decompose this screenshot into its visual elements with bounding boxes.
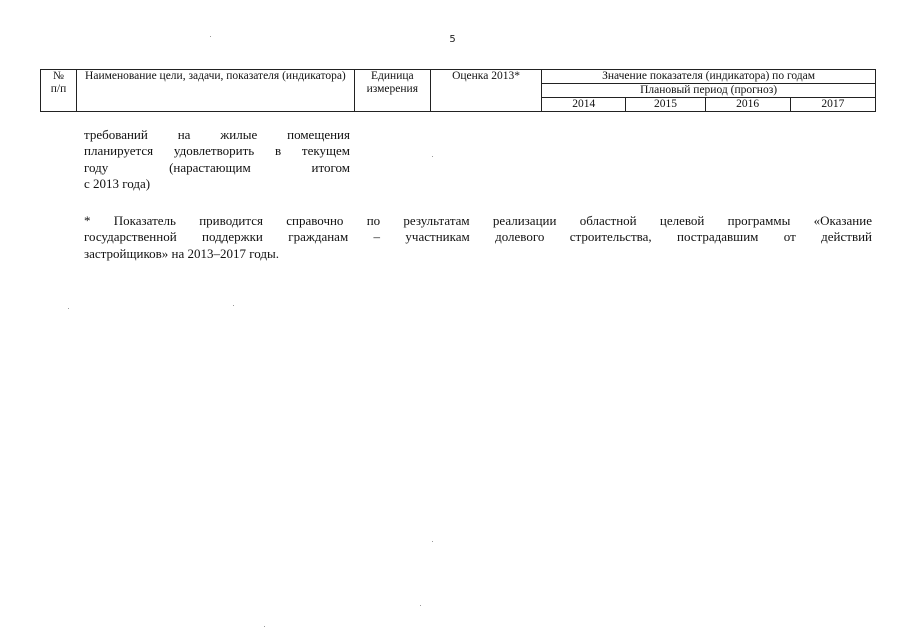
scan-speck	[432, 156, 433, 157]
scan-speck	[210, 36, 211, 37]
footnote	[84, 213, 872, 262]
header-year-2014: 2014	[542, 98, 626, 112]
scan-speck	[233, 305, 234, 306]
indicator-continuation-text	[84, 127, 350, 193]
header-unit: Единица измерения	[354, 70, 430, 112]
header-year-2017: 2017	[790, 98, 875, 112]
continuation-line: с 2013 года)	[84, 176, 151, 192]
scan-speck	[68, 308, 69, 309]
page-number: 5	[449, 34, 456, 45]
scan-speck	[432, 541, 433, 542]
footnote-line: застройщиков» на 2013–2017 годы.	[84, 245, 279, 261]
continuation-line: году (нарастающим итогом	[84, 159, 350, 175]
scan-speck	[264, 626, 265, 627]
header-values-by-year: Значение показателя (индикатора) по годам	[542, 70, 876, 84]
indicators-table-header	[40, 69, 876, 112]
header-number: № п/п	[41, 70, 77, 112]
continuation-line: требований на жилые помещения	[84, 127, 350, 142]
header-estimate: Оценка 2013*	[430, 70, 541, 112]
footnote-line: * Показатель приводится справочно по результатам реализации областной целевой программы «Оказание	[84, 213, 872, 228]
continuation-line: планируется удовлетворить в текущем	[84, 143, 350, 159]
header-year-2016: 2016	[705, 98, 790, 112]
header-year-2015: 2015	[626, 98, 705, 112]
scan-speck	[420, 605, 421, 606]
header-name: Наименование цели, задачи, показателя (индикатора)	[77, 70, 355, 112]
header-planning-period: Плановый период (прогноз)	[542, 84, 876, 98]
footnote-line: государственной поддержки гражданам – участникам долевого строительства, пострадавшим от действий	[84, 229, 872, 245]
